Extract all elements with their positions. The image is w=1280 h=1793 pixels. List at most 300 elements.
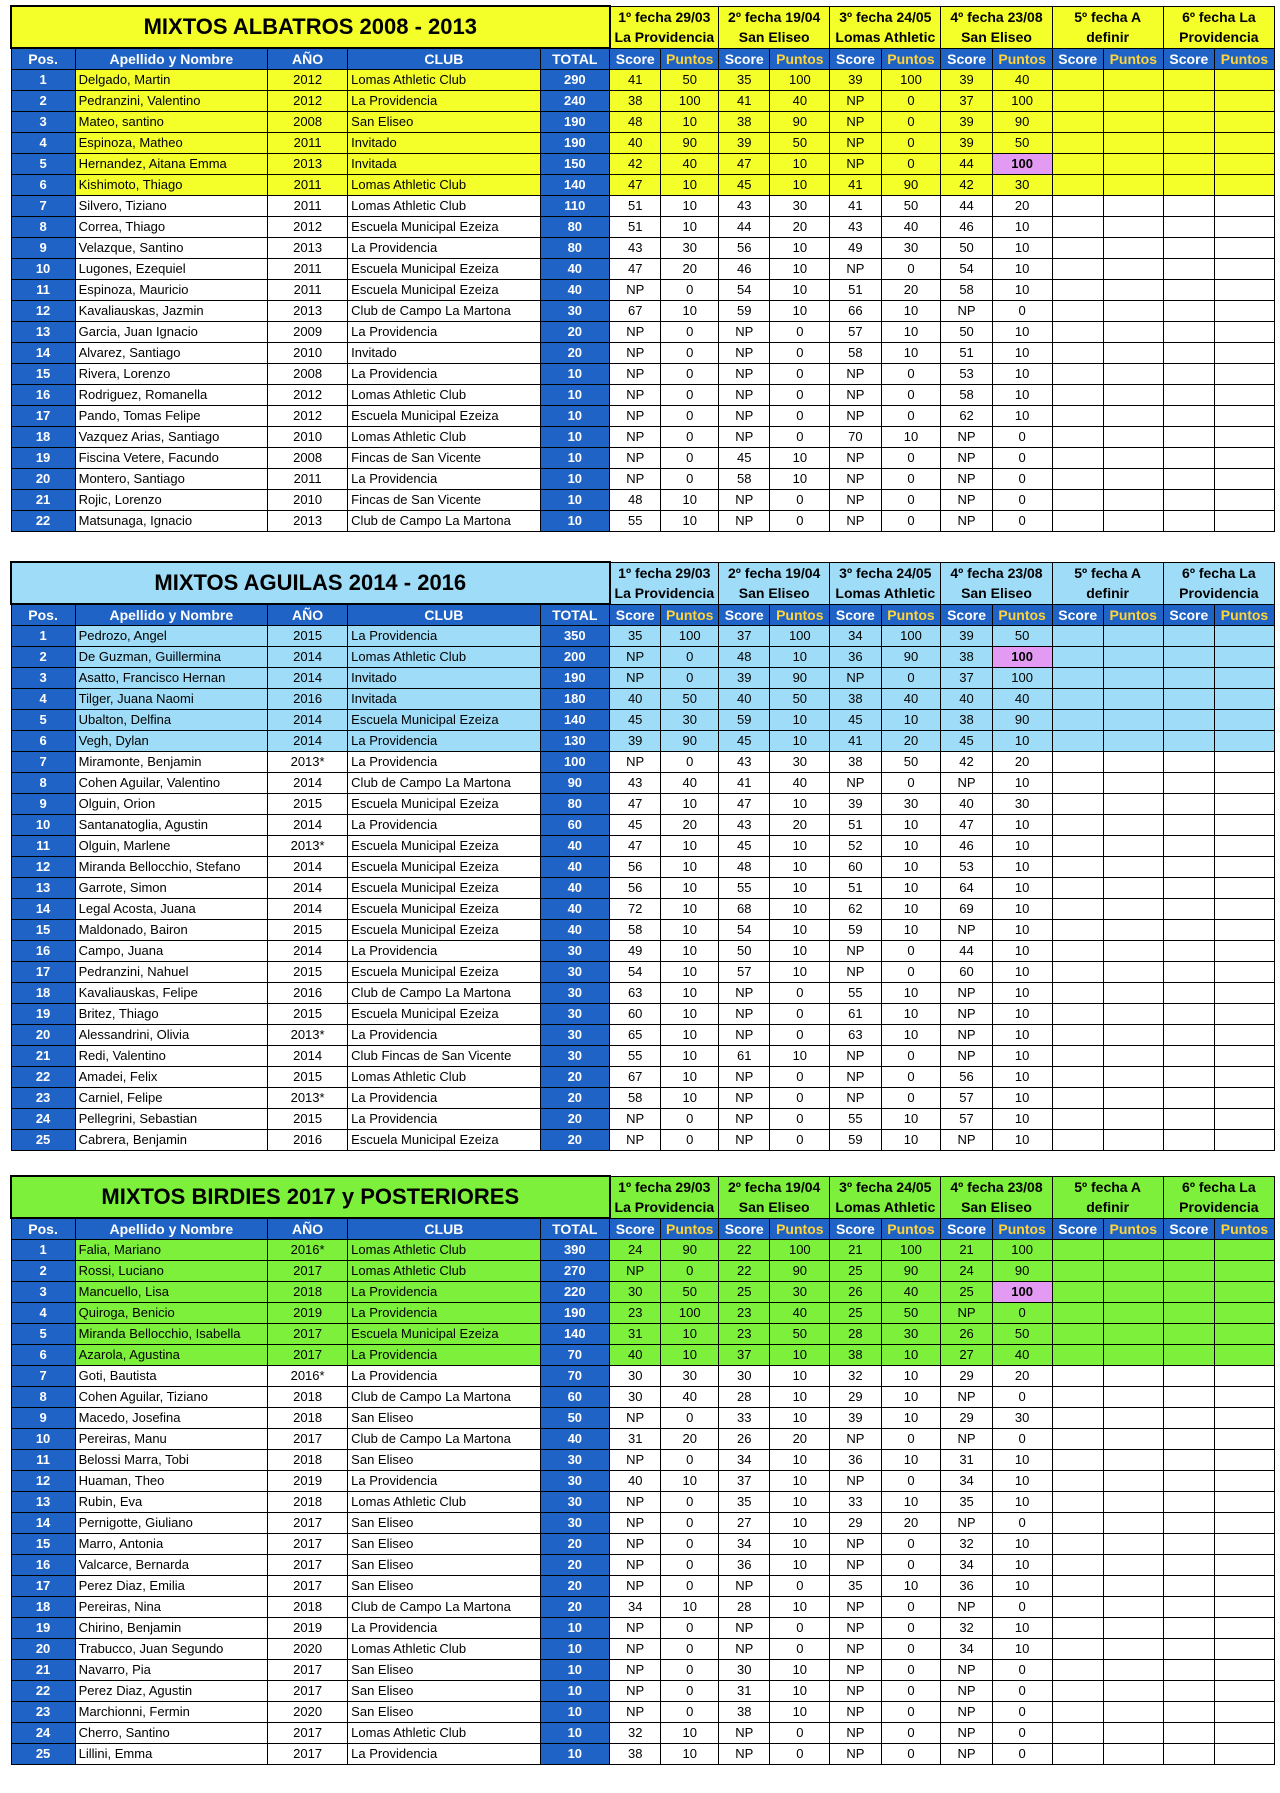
score-cell: NP [719,406,770,427]
score-cell [1163,259,1214,280]
score-cell [1163,490,1214,511]
points-cell: 0 [881,1723,941,1744]
points-cell: 10 [770,1681,830,1702]
table-row [11,469,1275,490]
points-cell: 20 [770,1429,830,1450]
total-points: 10 [540,1660,610,1681]
score-cell: 29 [941,1408,992,1429]
score-cell: NP [610,1534,661,1555]
total-points: 60 [540,815,609,836]
points-cell: 20 [661,259,719,280]
club-name: Lomas Athletic Club [348,70,540,91]
player-name: Marchionni, Fermin [75,1702,267,1723]
position-cell: 21 [11,1046,75,1067]
score-cell: NP [719,364,770,385]
points-cell: 10 [661,1345,719,1366]
points-cell: 0 [881,1534,941,1555]
birth-year: 2018 [268,1450,348,1471]
event-date-label: 2º fecha 19/04 [719,562,830,583]
table-row [11,1387,1275,1408]
total-points: 10 [540,1702,610,1723]
score-cell: NP [830,469,881,490]
score-cell [1163,878,1214,899]
points-cell: 100 [992,1282,1052,1303]
birth-year: 2012 [268,70,348,91]
points-cell: 50 [992,133,1052,154]
score-cell: NP [610,1130,661,1151]
points-cell: 10 [881,1576,941,1597]
points-cell: 40 [881,689,941,710]
score-cell: 36 [830,647,881,668]
score-cell: 56 [610,857,661,878]
score-cell: NP [941,1004,992,1025]
birth-year: 2017 [268,1261,348,1282]
points-cell: 0 [770,1576,830,1597]
table-row [11,1366,1275,1387]
points-cell: 10 [992,1130,1052,1151]
score-cell: NP [830,133,881,154]
score-cell [1052,1046,1103,1067]
player-name: Rodriguez, Romanella [75,385,267,406]
score-cell: 36 [941,1576,992,1597]
col-header-points: Puntos [1214,604,1274,626]
points-cell: 0 [992,1597,1052,1618]
score-cell [1163,1450,1214,1471]
score-cell [1163,133,1214,154]
points-cell [1215,280,1275,301]
score-cell: 38 [719,112,770,133]
points-cell: 0 [661,647,719,668]
birth-year: 2010 [268,490,348,511]
event-date-label: 1º fecha 29/03 [610,6,719,27]
score-cell: NP [610,364,661,385]
score-cell [1052,836,1103,857]
birth-year: 2015 [268,1109,348,1130]
table-row [11,1261,1275,1282]
score-cell [1052,752,1103,773]
points-cell: 40 [881,217,941,238]
points-cell [1103,238,1163,259]
position-cell: 3 [11,112,75,133]
points-cell: 10 [661,836,719,857]
score-cell: 59 [830,920,881,941]
points-cell: 20 [992,196,1052,217]
score-cell [1163,1408,1214,1429]
points-cell [1214,899,1274,920]
points-cell [1103,689,1163,710]
birth-year: 2017 [268,1576,348,1597]
club-name: Lomas Athletic Club [348,385,540,406]
points-cell: 10 [881,710,941,731]
points-cell [1103,1492,1163,1513]
score-cell: NP [830,1639,881,1660]
points-cell: 10 [770,1450,830,1471]
points-cell [1215,406,1275,427]
points-cell: 20 [661,815,719,836]
score-cell [1163,301,1214,322]
birth-year: 2015 [268,626,348,647]
points-cell [1103,1576,1163,1597]
score-cell: 27 [941,1345,992,1366]
position-cell: 18 [11,427,75,448]
points-cell: 10 [881,343,941,364]
total-points: 50 [540,1408,610,1429]
col-header-points: Puntos [881,1218,941,1240]
player-name: Miramonte, Benjamin [75,752,267,773]
points-cell: 0 [661,385,719,406]
score-cell: 56 [610,878,661,899]
score-cell [1052,1025,1103,1046]
score-cell: 40 [719,689,770,710]
points-cell [1214,1088,1274,1109]
points-cell [1215,1429,1275,1450]
points-cell: 10 [881,1130,941,1151]
score-cell: 37 [719,1471,770,1492]
score-cell: NP [941,490,992,511]
total-points: 40 [540,836,609,857]
score-cell: 68 [719,899,770,920]
score-cell: NP [610,343,661,364]
points-cell: 0 [770,364,830,385]
points-cell [1214,857,1274,878]
score-cell [1052,154,1103,175]
score-cell [1163,920,1214,941]
player-name: Marro, Antonia [75,1534,267,1555]
score-cell: 57 [719,962,770,983]
score-cell [1052,1660,1103,1681]
score-cell: NP [941,920,992,941]
points-cell [1103,343,1163,364]
total-points: 10 [540,469,610,490]
player-name: Pereiras, Manu [75,1429,267,1450]
table-row [11,364,1275,385]
points-cell: 0 [992,1660,1052,1681]
points-cell: 0 [661,1261,719,1282]
position-cell: 3 [11,668,75,689]
points-cell: 90 [661,1240,719,1261]
birth-year: 2011 [268,133,348,154]
position-cell: 15 [11,1534,75,1555]
score-cell [1163,1387,1214,1408]
points-cell [1103,112,1163,133]
points-cell: 0 [661,1618,719,1639]
birth-year: 2012 [268,406,348,427]
player-name: Alvarez, Santiago [75,343,267,364]
table-row [11,196,1275,217]
table-row [11,752,1275,773]
player-name: Pedranzini, Valentino [75,91,267,112]
event-date-label: 4º fecha 23/08 [941,562,1052,583]
score-cell: 44 [941,941,992,962]
points-cell: 30 [661,710,719,731]
table-row [11,1702,1275,1723]
points-cell: 0 [661,1660,719,1681]
player-name: Velazque, Santino [75,238,267,259]
points-cell [1103,217,1163,238]
points-cell: 10 [992,878,1052,899]
score-cell: 55 [719,878,770,899]
score-cell: NP [610,752,661,773]
event-venue-label: San Eliseo [719,1197,830,1218]
birth-year: 2013 [268,301,348,322]
position-cell: 18 [11,1597,75,1618]
col-header-pos: Pos. [11,604,75,626]
score-cell: NP [941,1046,992,1067]
points-cell: 10 [770,899,830,920]
club-name: Lomas Athletic Club [348,1492,540,1513]
col-header-score: Score [719,1218,770,1240]
points-cell: 10 [770,647,830,668]
score-cell [1052,133,1103,154]
position-cell: 13 [11,1492,75,1513]
score-cell: NP [830,668,881,689]
score-cell: NP [941,1702,992,1723]
points-cell: 20 [881,1513,941,1534]
points-cell [1103,301,1163,322]
score-cell: 61 [830,1004,881,1025]
player-name: Kishimoto, Thiago [75,175,267,196]
table-row [11,878,1275,899]
points-cell [1214,1046,1274,1067]
birth-year: 2013* [268,836,348,857]
score-cell: 45 [719,836,770,857]
birth-year: 2011 [268,175,348,196]
score-cell: 41 [830,731,881,752]
score-cell: 45 [610,815,661,836]
club-name: La Providencia [348,1025,540,1046]
score-cell: 55 [830,1109,881,1130]
score-cell [1163,1088,1214,1109]
score-cell [1052,983,1103,1004]
points-cell: 10 [992,1639,1052,1660]
score-cell: 46 [941,217,992,238]
event-venue-label: San Eliseo [719,27,830,48]
player-name: Hernandez, Aitana Emma [75,154,267,175]
points-cell: 10 [661,899,719,920]
player-name: Delgado, Martin [75,70,267,91]
points-cell: 0 [881,1639,941,1660]
score-cell [1052,815,1103,836]
points-cell: 0 [881,1067,941,1088]
score-cell: 38 [610,91,661,112]
score-cell: 40 [610,689,661,710]
points-cell: 0 [661,752,719,773]
score-cell: 42 [610,154,661,175]
position-cell: 19 [11,448,75,469]
points-cell: 50 [661,689,719,710]
score-cell: 42 [941,175,992,196]
points-cell [1215,511,1275,532]
points-cell: 90 [881,1261,941,1282]
score-cell: NP [719,427,770,448]
player-name: Silvero, Tiziano [75,196,267,217]
points-cell: 10 [770,857,830,878]
score-cell: NP [830,1067,881,1088]
score-cell [1163,1130,1214,1151]
points-cell: 50 [881,196,941,217]
score-cell [1163,1681,1214,1702]
points-cell [1214,668,1274,689]
score-cell [1052,238,1103,259]
score-cell [1052,689,1103,710]
col-header-points: Puntos [1103,604,1163,626]
points-cell [1215,1408,1275,1429]
total-points: 20 [540,343,610,364]
points-cell: 10 [770,259,830,280]
points-cell: 90 [770,112,830,133]
col-header-score: Score [1163,1218,1214,1240]
score-cell: 26 [941,1324,992,1345]
club-name: Invitada [348,689,540,710]
score-cell [1163,91,1214,112]
points-cell: 10 [770,1471,830,1492]
table-row [11,773,1275,794]
score-cell: 58 [610,1088,661,1109]
club-name: Escuela Municipal Ezeiza [348,406,540,427]
points-cell: 0 [770,406,830,427]
points-cell [1214,752,1274,773]
birth-year: 2015 [268,1004,348,1025]
points-cell: 40 [661,773,719,794]
club-name: La Providencia [348,1618,540,1639]
score-cell: NP [830,773,881,794]
points-cell: 0 [661,280,719,301]
points-cell [1215,364,1275,385]
score-cell [1052,1555,1103,1576]
score-cell [1163,1597,1214,1618]
birth-year: 2017 [268,1555,348,1576]
score-cell: 49 [830,238,881,259]
score-cell: 33 [719,1408,770,1429]
club-name: La Providencia [348,1744,540,1765]
points-cell: 10 [881,1408,941,1429]
score-cell: NP [941,1387,992,1408]
score-cell: 30 [719,1660,770,1681]
score-cell: 51 [610,217,661,238]
event-date-label: 6º fecha La [1163,562,1274,583]
event-venue-label: San Eliseo [719,583,830,604]
col-header-score: Score [941,48,992,70]
score-cell [1163,1723,1214,1744]
points-cell [1215,1576,1275,1597]
position-cell: 20 [11,1639,75,1660]
points-cell [1215,112,1275,133]
points-cell [1215,1513,1275,1534]
score-cell [1163,794,1214,815]
points-cell: 0 [661,1702,719,1723]
total-points: 10 [540,385,610,406]
score-cell [1163,836,1214,857]
score-cell: 57 [830,322,881,343]
points-cell [1214,836,1274,857]
club-name: La Providencia [348,91,540,112]
points-cell: 0 [770,1618,830,1639]
points-cell: 10 [992,259,1052,280]
score-cell: 35 [610,626,661,647]
score-cell: 31 [719,1681,770,1702]
club-name: Club de Campo La Martona [348,983,540,1004]
club-name: Escuela Municipal Ezeiza [348,1004,540,1025]
points-cell: 10 [770,154,830,175]
player-name: Montero, Santiago [75,469,267,490]
club-name: La Providencia [348,469,540,490]
player-name: Pellegrini, Sebastian [75,1109,267,1130]
score-cell: 39 [610,731,661,752]
club-name: La Providencia [348,1303,540,1324]
score-cell: NP [830,406,881,427]
score-cell [1163,1534,1214,1555]
position-cell: 9 [11,238,75,259]
score-cell [1052,112,1103,133]
total-points: 240 [540,91,610,112]
points-cell [1215,175,1275,196]
points-cell: 10 [661,112,719,133]
score-cell [1163,1303,1214,1324]
score-cell [1052,710,1103,731]
position-cell: 13 [11,878,75,899]
total-points: 140 [540,175,610,196]
score-cell [1052,490,1103,511]
score-cell: NP [830,112,881,133]
birth-year: 2011 [268,280,348,301]
col-header-score: Score [1052,604,1103,626]
score-cell: NP [719,490,770,511]
points-cell: 100 [992,91,1052,112]
birth-year: 2008 [268,112,348,133]
points-cell [1103,196,1163,217]
player-name: Perez Diaz, Agustin [75,1681,267,1702]
score-cell: 29 [941,1366,992,1387]
points-cell: 10 [661,1723,719,1744]
score-cell [1052,1240,1103,1261]
score-cell: 60 [830,857,881,878]
club-name: Escuela Municipal Ezeiza [348,280,540,301]
score-cell: NP [941,469,992,490]
position-cell: 23 [11,1702,75,1723]
player-name: Tilger, Juana Naomi [75,689,267,710]
score-cell: 28 [719,1387,770,1408]
points-cell: 10 [992,1046,1052,1067]
score-cell: 60 [941,962,992,983]
table-row [11,154,1275,175]
score-cell [1163,280,1214,301]
table-row [11,175,1275,196]
club-name: Invitado [348,668,540,689]
player-name: Legal Acosta, Juana [75,899,267,920]
points-cell [1103,133,1163,154]
position-cell: 23 [11,1088,75,1109]
score-cell: 21 [830,1240,881,1261]
score-cell [1052,1576,1103,1597]
col-header-total: TOTAL [540,1218,610,1240]
birth-year: 2017 [268,1429,348,1450]
points-cell [1214,1025,1274,1046]
event-date-label: 3º fecha 24/05 [830,6,941,27]
points-cell [1103,364,1163,385]
score-cell: NP [610,1576,661,1597]
points-cell: 30 [661,1366,719,1387]
points-cell: 20 [881,280,941,301]
points-cell: 10 [661,1471,719,1492]
score-cell [1163,1618,1214,1639]
score-cell: NP [719,1723,770,1744]
score-cell: 31 [941,1450,992,1471]
points-cell: 10 [881,1004,941,1025]
birth-year: 2013* [268,752,348,773]
player-name: Olguin, Orion [75,794,267,815]
table-row [11,1744,1275,1765]
score-cell: NP [719,1067,770,1088]
